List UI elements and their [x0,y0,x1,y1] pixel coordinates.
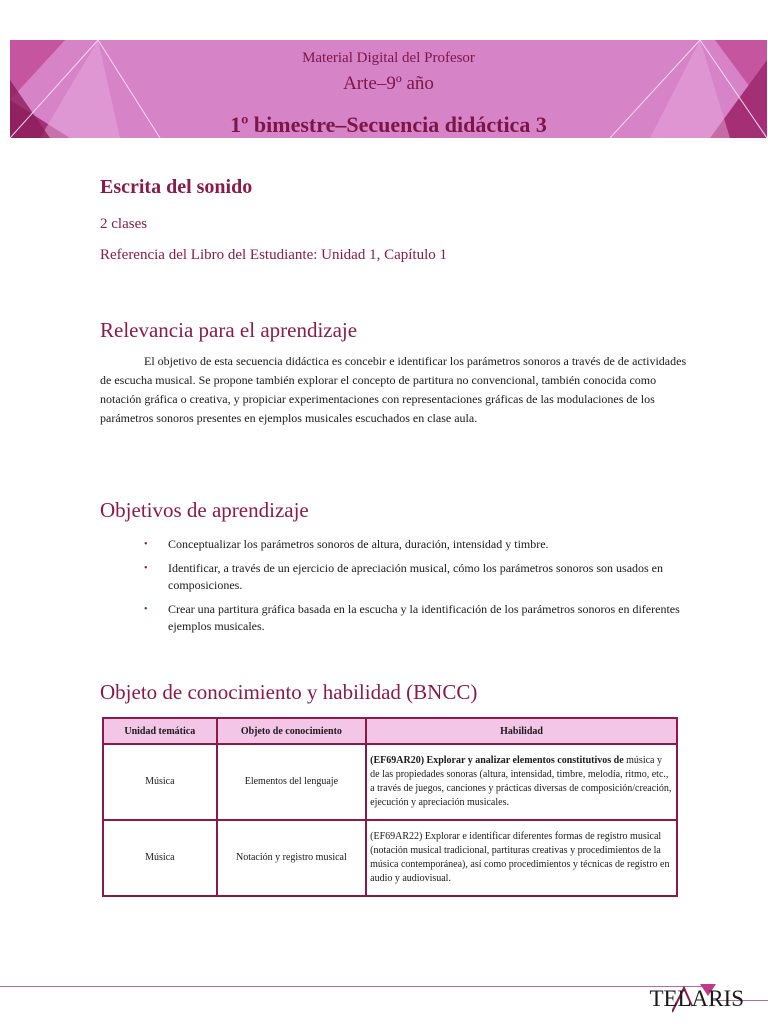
bncc-table [102,717,678,897]
book-reference: Referencia del Libro del Estudiante: Unidad 1, Capítulo 1 [100,247,447,263]
relevancia-text: El objetivo de esta secuencia didáctica es concebir e identificar los parámetros sonoros a través de de actividades de escucha musical. Se propone también explorar el concepto de partitura no convencional, también conocida como notación gráfica o creativa, y propiciar experimentaciones con representaciones gráficas de las modulaciones de los parámetros sonoros presentes en ejemplos musicales escuchados en clase aula. [100,354,687,425]
table-row [103,744,677,820]
list-item: • Identificar, a través de un ejercicio de apreciación musical, cómo los parámetros sonoros son usados en composiciones. [144,561,664,592]
table-header-row [103,718,677,744]
header-grade: Arte–9º año [343,73,434,94]
class-count: 2 clases [100,216,148,232]
bullet-icon: • [144,539,148,550]
cell-objeto: Notación y registro musical [217,820,367,896]
relevancia-paragraph [100,352,690,428]
cell-habilidad: (EF69AR22) Explorar e identificar diferentes formas de registro musical (notación musical tradicional, partituras creativas y procedimientos de la música contemporánea), así como procedimientos y técnicas de registro en audio y audiovisual. [366,820,677,896]
cell-unidad: Música [103,820,217,896]
header-material: Material Digital del Profesor [302,50,475,66]
relevancia-heading: Relevancia para el aprendizaje [100,318,358,342]
header-sequence-title: 1º bimestre–Secuencia didáctica 3 [230,112,547,137]
table-row [103,820,677,896]
cell-unidad: Música [103,744,217,820]
telaris-logo: TELARIS [649,986,744,1011]
section-title: Escrita del sonido [100,176,253,198]
list-item: • Conceptualizar los parámetros sonoros de altura, duración, intensidad y timbre. [144,537,549,551]
objetivos-list [140,536,680,642]
cell-habilidad: (EF69AR20) Explorar y analizar elementos constitutivos de música y de las propiedades sonoras (altura, intensidad, timbre, melodía, ritmo, etc., a través de juegos, canciones y prácticas diversas de composición/creación, ejecución y apreciación musicales. [366,744,677,820]
header-banner [10,40,767,138]
column-header-habilidad: Habilidad [366,718,677,744]
bullet-icon: • [144,563,148,574]
bullet-icon: • [144,604,148,615]
list-item: • Crear una partitura gráfica basada en la escucha y la identificación de los parámetros sonoros en diferentes ejemplos musicales. [144,602,680,633]
cell-objeto: Elementos del lenguaje [217,744,367,820]
footer-divider [0,986,710,987]
column-header-objeto: Objeto de conocimiento [217,718,367,744]
column-header-unidad: Unidad temática [103,718,217,744]
objetivos-heading: Objetivos de aprendizaje [100,498,309,522]
bncc-heading: Objeto de conocimiento y habilidad (BNCC) [100,680,478,704]
